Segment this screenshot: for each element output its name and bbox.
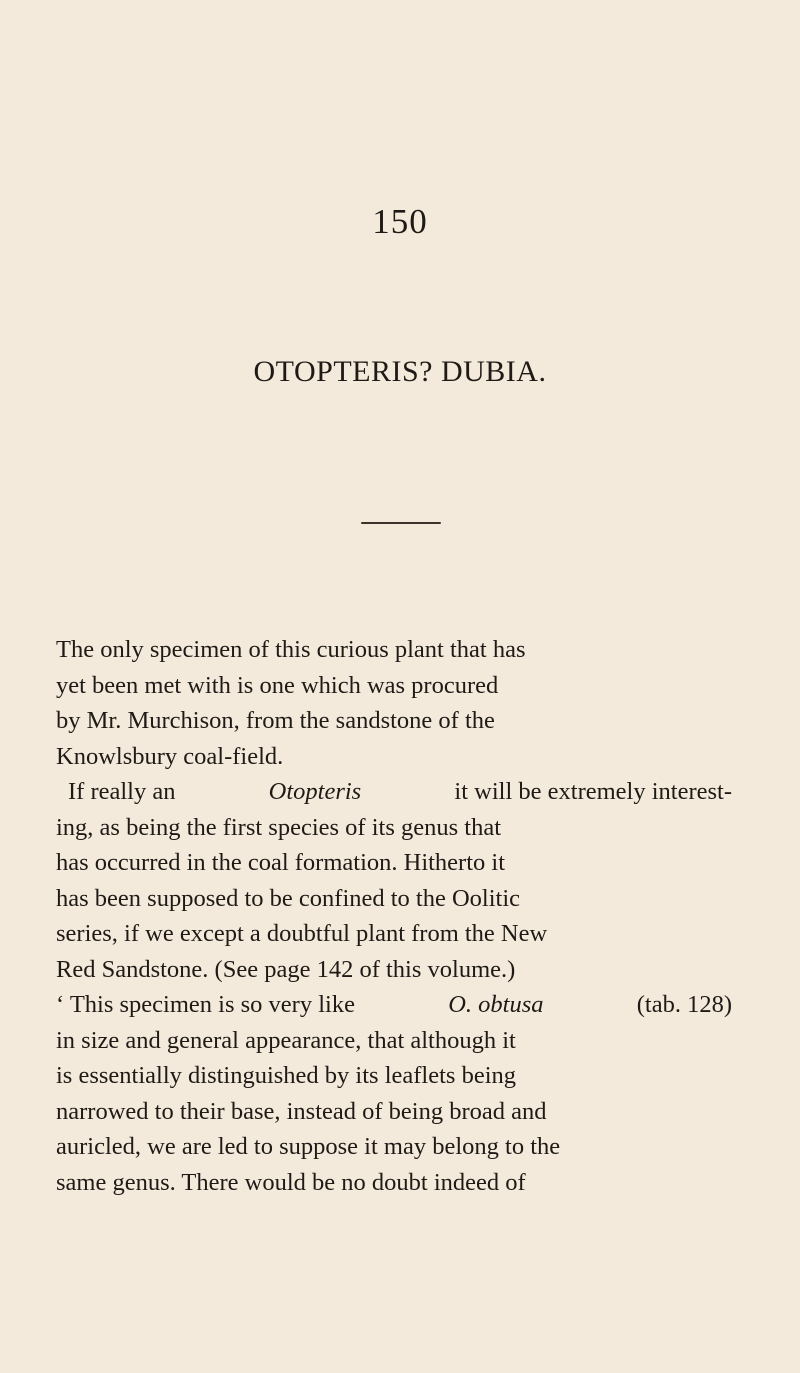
text-line: ‘ This specimen is so very like O. obtusa (tab. 128) (56, 991, 732, 1018)
text-line: series, if we except a doubtful plant from the New (56, 920, 548, 947)
text-line: narrowed to their base, instead of being broad and (56, 1097, 547, 1125)
text-line: The only specimen of this curious plant that has (56, 636, 526, 663)
text-line: auricled, we are led to suppose it may belong to the (56, 1133, 561, 1160)
text-line: by Mr. Murchison, from the sandstone of the (56, 707, 495, 734)
text-line: is essentially distinguished by its leaflets being (56, 1062, 516, 1089)
body-text (56, 632, 732, 1200)
text-line: same genus. There would be no doubt indeed of (56, 1168, 526, 1196)
text-line: in size and general appearance, that although it (56, 1026, 516, 1054)
page-number: 150 (372, 202, 428, 241)
species-italic: O. obtusa (448, 991, 544, 1018)
text-line: has occurred in the coal formation. Hitherto it (56, 849, 506, 876)
text-line: Knowlsbury coal-field. (56, 742, 284, 770)
text-line: has been supposed to be confined to the Oolitic (56, 884, 521, 912)
genus-italic: Otopteris (268, 778, 362, 805)
decorative-rule (361, 522, 441, 524)
text-line: Red Sandstone. (See page 142 of this volume.) (56, 955, 516, 983)
text-line: ing, as being the first species of its genus that (56, 813, 501, 841)
text-line: yet been met with is one which was procured (56, 671, 499, 699)
section-title: OTOPTERIS? DUBIA. (253, 355, 547, 388)
text-line: If really an Otopteris it will be extremely interest- (68, 778, 732, 805)
